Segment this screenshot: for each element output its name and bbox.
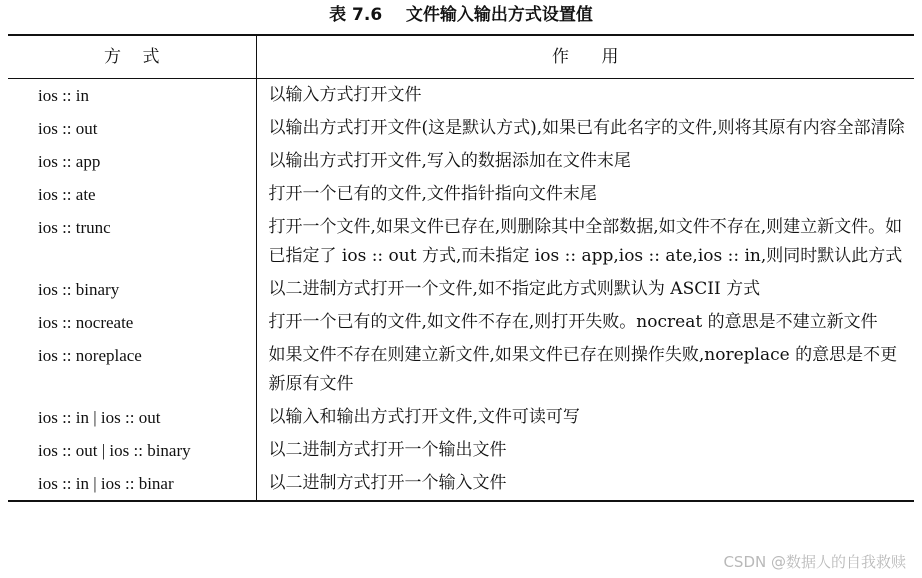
description-cell: 打开一个已有的文件,文件指针指向文件末尾	[268, 184, 597, 204]
file-mode-table	[8, 34, 914, 502]
description-cell: 打开一个已有的文件,如文件不存在,则打开失败。nocreat 的意思是不建立新文件	[268, 312, 878, 332]
mode-cell: ios :: ate	[8, 178, 256, 211]
mode-cell: ios :: out	[8, 112, 256, 145]
mode-cell: ios :: binary	[8, 273, 256, 306]
description-cell: 以输出方式打开文件,写入的数据添加在文件末尾	[268, 151, 631, 171]
table-header-row	[8, 35, 914, 79]
description-cell: 以二进制方式打开一个文件,如不指定此方式则默认为 ASCII 方式	[268, 279, 761, 299]
description-cell: 打开一个文件,如果文件已存在,则删除其中全部数据,如文件不存在,则建立新文件。如已指定了 ios :: out 方式,而未指定 ios :: app,ios :: ate,ios :: in,则同时默认此方式	[268, 217, 903, 266]
table-row	[8, 339, 914, 401]
mode-cell: ios :: in | ios :: out	[8, 401, 256, 434]
table-row	[8, 434, 914, 467]
column-header-function: 作 用	[256, 35, 914, 79]
table-row	[8, 401, 914, 434]
table-caption: 表 7.6 文件输入输出方式设置值	[329, 5, 593, 25]
table-row	[8, 211, 914, 273]
mode-cell: ios :: nocreate	[8, 306, 256, 339]
table-row	[8, 178, 914, 211]
table-row	[8, 273, 914, 306]
description-cell: 以二进制方式打开一个输出文件	[268, 440, 507, 460]
table-row	[8, 112, 914, 145]
description-cell: 以二进制方式打开一个输入文件	[268, 473, 507, 493]
description-cell: 以输入方式打开文件	[268, 85, 422, 105]
description-cell: 以输入和输出方式打开文件,文件可读可写	[268, 407, 580, 427]
mode-cell: ios :: in | ios :: binar	[8, 467, 256, 501]
column-header-mode: 方 式	[8, 35, 256, 79]
mode-cell: ios :: trunc	[8, 211, 256, 273]
csdn-watermark: CSDN @数据人的自我救赎	[723, 553, 906, 571]
table-row	[8, 467, 914, 501]
mode-cell: ios :: noreplace	[8, 339, 256, 401]
description-cell: 以输出方式打开文件(这是默认方式),如果已有此名字的文件,则将其原有内容全部清除	[268, 118, 905, 138]
mode-cell: ios :: out | ios :: binary	[8, 434, 256, 467]
description-cell: 如果文件不存在则建立新文件,如果文件已存在则操作失败,noreplace 的意思是不更新原有文件	[268, 345, 898, 394]
table-row	[8, 306, 914, 339]
table-row	[8, 145, 914, 178]
mode-cell: ios :: app	[8, 145, 256, 178]
table-row	[8, 79, 914, 113]
mode-cell: ios :: in	[8, 79, 256, 113]
